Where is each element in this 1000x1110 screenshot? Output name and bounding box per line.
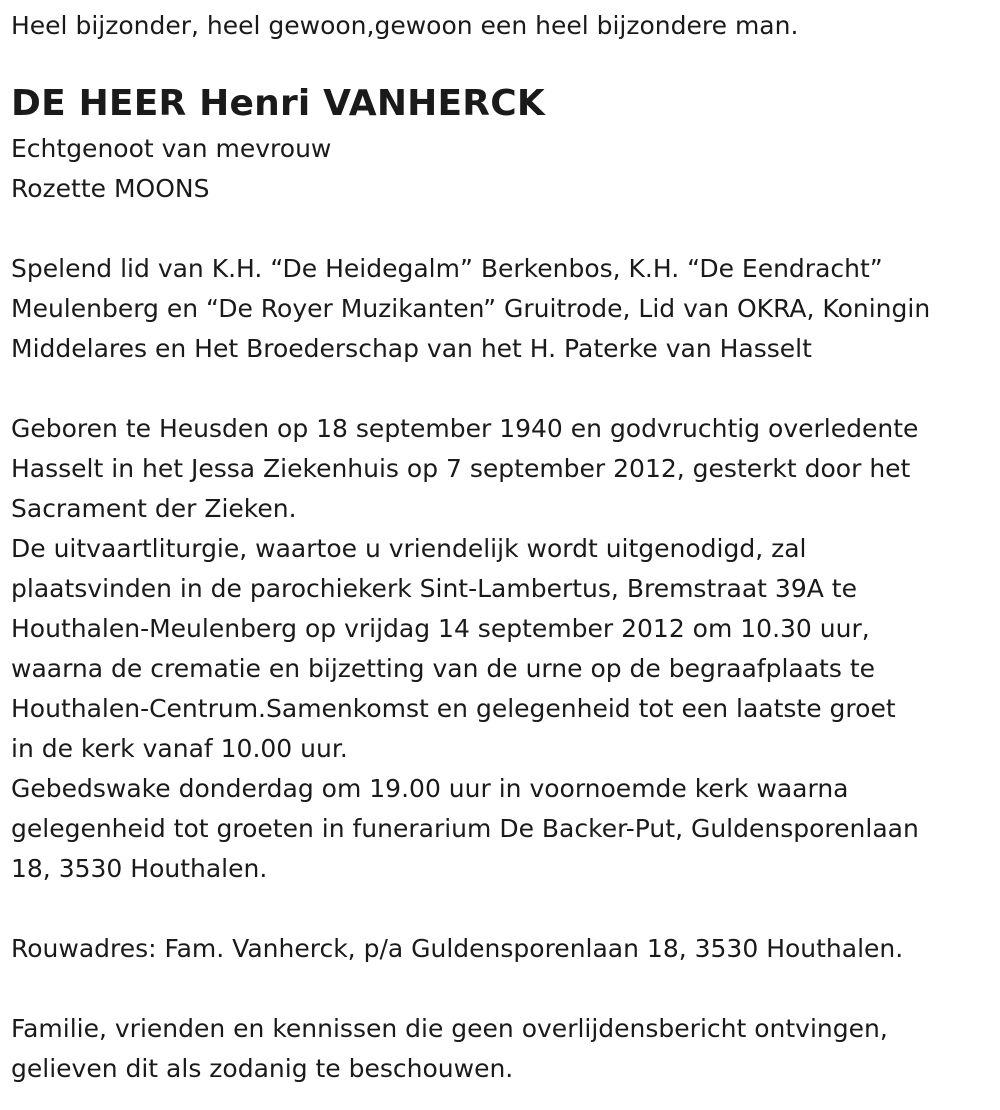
obituary-notice	[11, 0, 996, 1089]
memberships-line: Spelend lid van K.H. “De Heidegalm” Berkenbos, K.H. “De Eendracht”	[11, 254, 883, 283]
spouse-line: Rozette MOONS	[11, 174, 210, 203]
memberships-paragraph	[11, 249, 996, 369]
spouse-line: Echtgenoot van mevrouw	[11, 134, 332, 163]
details-line: Sacrament der Zieken.	[11, 494, 297, 523]
details-line: Houthalen-Centrum.Samenkomst en gelegenheid tot een laatste groet	[11, 694, 896, 723]
paragraph-gap	[11, 209, 996, 249]
details-line: plaatsvinden in de parochiekerk Sint-Lambertus, Bremstraat 39A te	[11, 574, 857, 603]
memberships-line: Middelares en Het Broederschap van het H. Paterke van Hasselt	[11, 334, 812, 363]
closing-line: Familie, vrienden en kennissen die geen overlijdensbericht ontvingen,	[11, 1014, 888, 1043]
closing-paragraph	[11, 1009, 996, 1089]
details-paragraph	[11, 409, 996, 889]
paragraph-gap	[11, 889, 996, 929]
paragraph-gap	[11, 369, 996, 409]
intro-quote: Heel bijzonder, heel gewoon,gewoon een heel bijzondere man.	[11, 11, 799, 40]
paragraph-gap	[11, 969, 996, 1009]
details-line: 18, 3530 Houthalen.	[11, 854, 268, 883]
details-line: De uitvaartliturgie, waartoe u vriendelijk wordt uitgenodigd, zal	[11, 534, 807, 563]
details-line: Gebedswake donderdag om 19.00 uur in voornoemde kerk waarna	[11, 774, 849, 803]
details-line: in de kerk vanaf 10.00 uur.	[11, 734, 348, 763]
memberships-line: Meulenberg en “De Royer Muzikanten” Gruitrode, Lid van OKRA, Koningin	[11, 294, 931, 323]
details-line: waarna de crematie en bijzetting van de urne op de begraafplaats te	[11, 654, 876, 683]
details-line: Geboren te Heusden op 18 september 1940 en godvruchtig overledente	[11, 414, 919, 443]
mourning-address: Rouwadres: Fam. Vanherck, p/a Guldensporenlaan 18, 3530 Houthalen.	[11, 934, 904, 963]
closing-line: gelieven dit als zodanig te beschouwen.	[11, 1054, 514, 1083]
deceased-name: DE HEER Henri VANHERCK	[11, 83, 545, 124]
spouse-block	[11, 129, 996, 209]
details-line: Houthalen-Meulenberg op vrijdag 14 september 2012 om 10.30 uur,	[11, 614, 870, 643]
details-line: gelegenheid tot groeten in funerarium De Backer-Put, Guldensporenlaan	[11, 814, 919, 843]
details-line: Hasselt in het Jessa Ziekenhuis op 7 september 2012, gesterkt door het	[11, 454, 911, 483]
